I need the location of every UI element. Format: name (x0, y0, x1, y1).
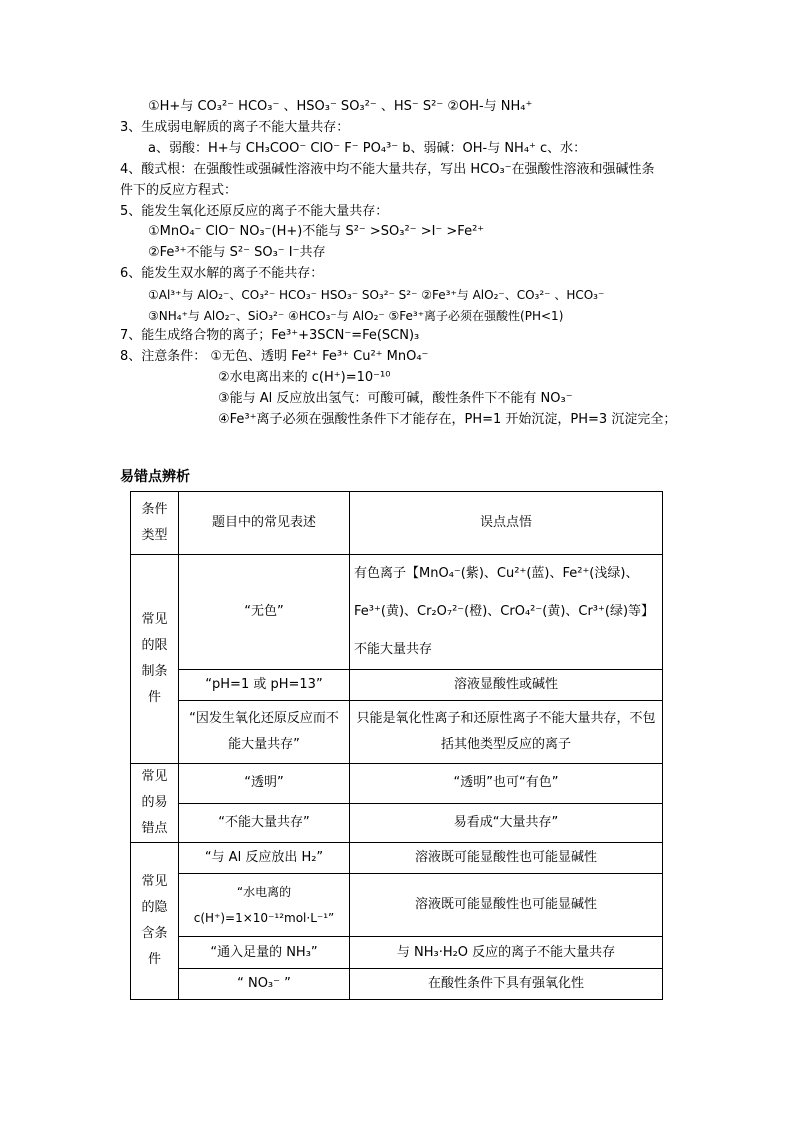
note-line: ③能与 Al 反应放出氢气：可酸可碱，酸性条件下不能有 NO₃⁻ (218, 391, 573, 406)
note-line: ①H+与 CO₃²⁻ HCO₃⁻ 、HSO₃⁻ SO₃²⁻ 、HS⁻ S²⁻ ②OH-与 NH₄⁺ (148, 99, 533, 114)
row-tip: 溶液既可能显酸性也可能显碱性 (350, 874, 663, 937)
header-expression: 题目中的常见表述 (178, 492, 349, 555)
row-expression: “不能大量共存” (178, 803, 349, 843)
error-analysis-table (130, 491, 663, 1000)
table-row (131, 874, 663, 937)
row-expression: “与 Al 反应放出 H₂” (178, 843, 349, 874)
table-row (131, 843, 663, 874)
row-tip: 在酸性条件下具有强氧化性 (350, 969, 663, 1000)
note-line: a、弱酸：H+与 CH₃COO⁻ ClO⁻ F⁻ PO₄³⁻ b、弱碱：OH-与 NH₄⁺ c、水： (148, 141, 587, 156)
table-row (131, 937, 663, 969)
table-header-row (131, 492, 663, 555)
group-label: 常见的易错点 (131, 764, 179, 843)
row-expression: “ NO₃⁻ ” (178, 969, 349, 1000)
row-expression: “通入足量的 NH₃” (178, 937, 349, 969)
table-row (131, 803, 663, 843)
group-label: 常见的隐含条件 (131, 843, 179, 1000)
note-line: ②水电离出来的 c(H⁺)=10⁻¹⁰ (218, 370, 391, 385)
row-tip: 与 NH₃·H₂O 反应的离子不能大量共存 (350, 937, 663, 969)
table-row (131, 764, 663, 804)
row-expression: “透明” (178, 764, 349, 804)
row-tip: 溶液既可能显酸性也可能显碱性 (350, 843, 663, 874)
table-row (131, 555, 663, 670)
note-line: ③NH₄⁺与 AlO₂⁻、SiO₃²⁻ ④HCO₃⁻与 AlO₂⁻ ⑤Fe³⁺离子必须在强酸性(PH<1) (148, 309, 564, 323)
row-tip: 溶液显酸性或碱性 (350, 670, 663, 701)
note-line: ①Al³⁺与 AlO₂⁻、CO₃²⁻ HCO₃⁻ HSO₃⁻ SO₃²⁻ S²⁻ ②Fe³⁺与 AlO₂⁻、CO₃²⁻ 、HCO₃⁻ (148, 288, 605, 302)
note-line: 件下的反应方程式： (120, 183, 238, 198)
note-line: 6、能发生双水解的离子不能共存： (120, 266, 324, 281)
table-row (131, 670, 663, 701)
row-expression: “pH=1 或 pH=13” (178, 670, 349, 701)
table-row (131, 969, 663, 1000)
note-line: 8、注意条件： ①无色、透明 Fe²⁺ Fe³⁺ Cu²⁺ MnO₄⁻ (120, 349, 429, 364)
header-condition-type: 条件类型 (131, 492, 179, 555)
note-line: ④Fe³⁺离子必须在强酸性条件下才能存在，PH=1 开始沉淀，PH=3 沉淀完全； (218, 412, 677, 427)
group-label: 常见的限制条件 (131, 555, 179, 764)
note-line: ①MnO₄⁻ ClO⁻ NO₃⁻(H+)不能与 S²⁻ >SO₃²⁻ >I⁻ >Fe²⁺ (148, 224, 485, 239)
note-line: ②Fe³⁺不能与 S²⁻ SO₃⁻ I⁻共存 (148, 245, 326, 260)
header-tip: 误点点悟 (350, 492, 663, 555)
row-tip: “透明”也可“有色” (350, 764, 663, 804)
row-expression: “水电离的 c(H⁺)=1×10⁻¹²mol·L⁻¹” (178, 874, 349, 937)
row-expression: “因发生氧化还原反应而不能大量共存” (178, 701, 349, 764)
section-title: 易错点辨析 (120, 469, 190, 485)
note-line: 4、酸式根：在强酸性或强碱性溶液中均不能大量共存，写出 HCO₃⁻在强酸性溶液和强碱性条 (120, 162, 655, 177)
table-row (131, 701, 663, 764)
row-tip: 只能是氧化性离子和还原性离子不能大量共存，不包括其他类型反应的离子 (350, 701, 663, 764)
row-tip: 易看成“大量共存” (350, 803, 663, 843)
note-line: 5、能发生氧化还原反应的离子不能大量共存： (120, 204, 389, 219)
note-line: 7、能生成络合物的离子；Fe³⁺+3SCN⁻=Fe(SCN)₃ (120, 328, 420, 343)
row-expression: “无色” (178, 555, 349, 670)
row-tip: 有色离子【MnO₄⁻(紫)、Cu²⁺(蓝)、Fe²⁺(浅绿)、Fe³⁺(黄)、Cr₂O₇²⁻(橙)、CrO₄²⁻(黄)、Cr³⁺(绿)等】不能大量共存 (350, 555, 663, 670)
note-line: 3、生成弱电解质的离子不能大量共存： (120, 120, 350, 135)
